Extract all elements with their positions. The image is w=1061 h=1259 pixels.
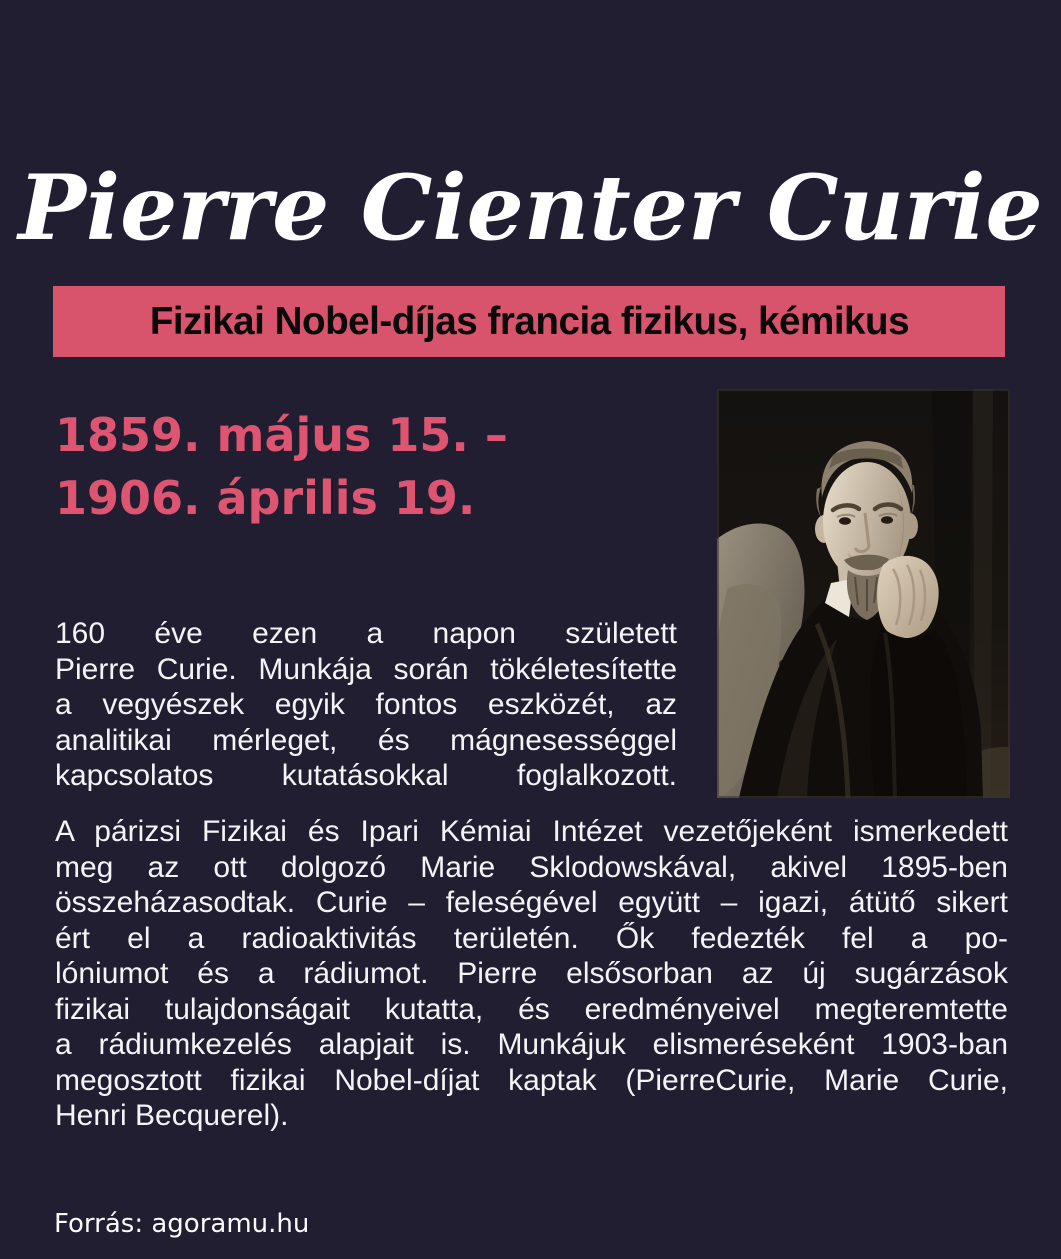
date-line-2: 1906. április 19. (55, 471, 476, 525)
text-line: a vegyészek egyik fontos eszközét, az (55, 688, 677, 721)
life-dates (55, 404, 508, 530)
text-line: A párizsi Fizikai és Ipari Kémiai Intézet vezetőjeként ismerkedett (55, 815, 1008, 848)
text-line: a rádiumkezelés alapjait is. Munkájuk elismeréseként 1903-ban (55, 1028, 1008, 1061)
text-line: megosztott fizikai Nobel-díjat kaptak (PierreCurie, Marie Curie, (55, 1063, 1008, 1097)
text-line: 160 éve ezen a napon született (55, 617, 677, 650)
main-paragraph (55, 814, 1008, 1134)
text-line: fizikai tulajdonságait kutatta, és eredményeivel megteremtette (55, 992, 1008, 1026)
intro-paragraph (55, 616, 677, 794)
text-line: analitikai mérleget, és mágnesességgel (55, 723, 677, 757)
text-line: ért el a radioaktivitás területén. Ők fedezték fel a po- (55, 921, 1008, 955)
text-line: meg az ott dolgozó Marie Sklodowskával, akivel 1895-ben (55, 850, 1008, 884)
text-line: lóniumot és a rádiumot. Pierre elsősorban az új sugárzások (55, 957, 1008, 990)
text-line: kapcsolatos kutatásokkal foglalkozott. (55, 759, 677, 792)
page-title: Pierre Cienter Curie (18, 155, 1043, 261)
subtitle-banner (53, 286, 1005, 357)
date-line-1: 1859. május 15. – (55, 408, 508, 462)
text-line: összeházasodtak. Curie – feleségével együtt – igazi, átütő sikert (55, 886, 1008, 919)
portrait-photo (717, 389, 1010, 798)
portrait-illustration (717, 389, 1010, 798)
source-credit: Forrás: agoramu.hu (54, 1209, 310, 1239)
text-line: Henri Becquerel). (55, 1099, 289, 1132)
subtitle-text: Fizikai Nobel-díjas francia fizikus, kémikus (149, 299, 909, 343)
text-line: Pierre Curie. Munkája során tökéletesítette (55, 652, 677, 686)
